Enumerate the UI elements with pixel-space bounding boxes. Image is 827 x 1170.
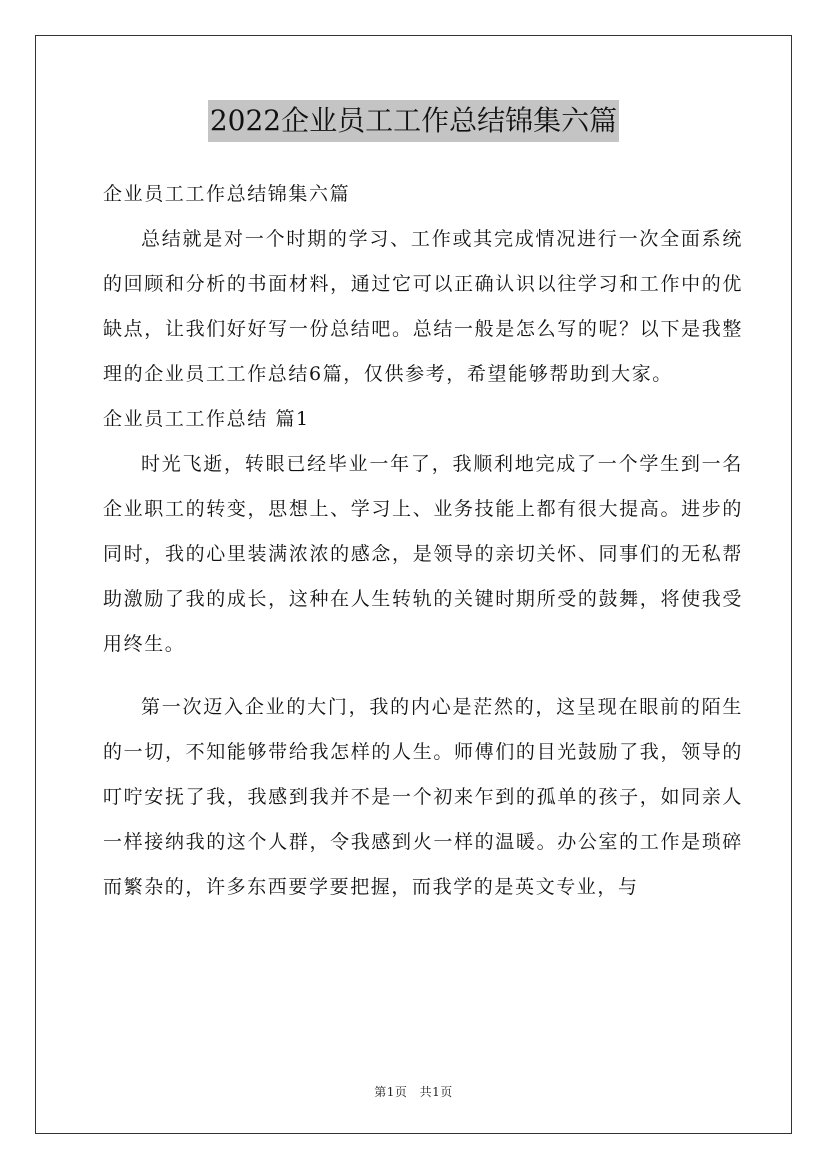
intro-paragraph: 总结就是对一个时期的学习、工作或其完成情况进行一次全面系统的回顾和分析的书面材料，通过它可以正确认识以往学习和工作中的优缺点，让我们好好写一份总结吧。总结一般是怎么写的呢？以下是我整理的企业员工工作总结6篇，仅供参考，希望能够帮助到大家。 xyxy=(103,228,743,385)
section-heading: 企业员工工作总结 篇1 xyxy=(103,408,310,430)
page-number: 第1页 xyxy=(374,1085,408,1099)
document-subtitle: 企业员工工作总结锦集六篇 xyxy=(103,183,351,205)
title-container xyxy=(0,100,827,142)
page-total: 共1页 xyxy=(419,1085,453,1099)
document-body xyxy=(103,172,743,910)
body-paragraph-2: 第一次迈入企业的大门，我的内心是茫然的，这呈现在眼前的陌生的一切，不知能够带给我怎样的人生。师傅们的目光鼓励了我，领导的叮咛安抚了我，我感到我并不是一个初来乍到的孤单的孩子，如同亲人一样接纳我的这个人群，令我感到火一样的温暖。办公室的工作是琐碎而繁杂的，许多东西要学要把握，而我学的是英文专业，与 xyxy=(103,696,743,898)
body-paragraph-1: 时光飞逝，转眼已经毕业一年了，我顺利地完成了一个学生到一名企业职工的转变，思想上、学习上、业务技能上都有很大提高。进步的同时，我的心里装满浓浓的感念，是领导的亲切关怀、同事们的无私帮助激励了我的成长，这种在人生转轨的关键时期所受的鼓舞，将使我受用终生。 xyxy=(103,453,743,655)
document-title: 2022企业员工工作总结锦集六篇 xyxy=(208,100,619,142)
page-footer xyxy=(0,1083,827,1100)
